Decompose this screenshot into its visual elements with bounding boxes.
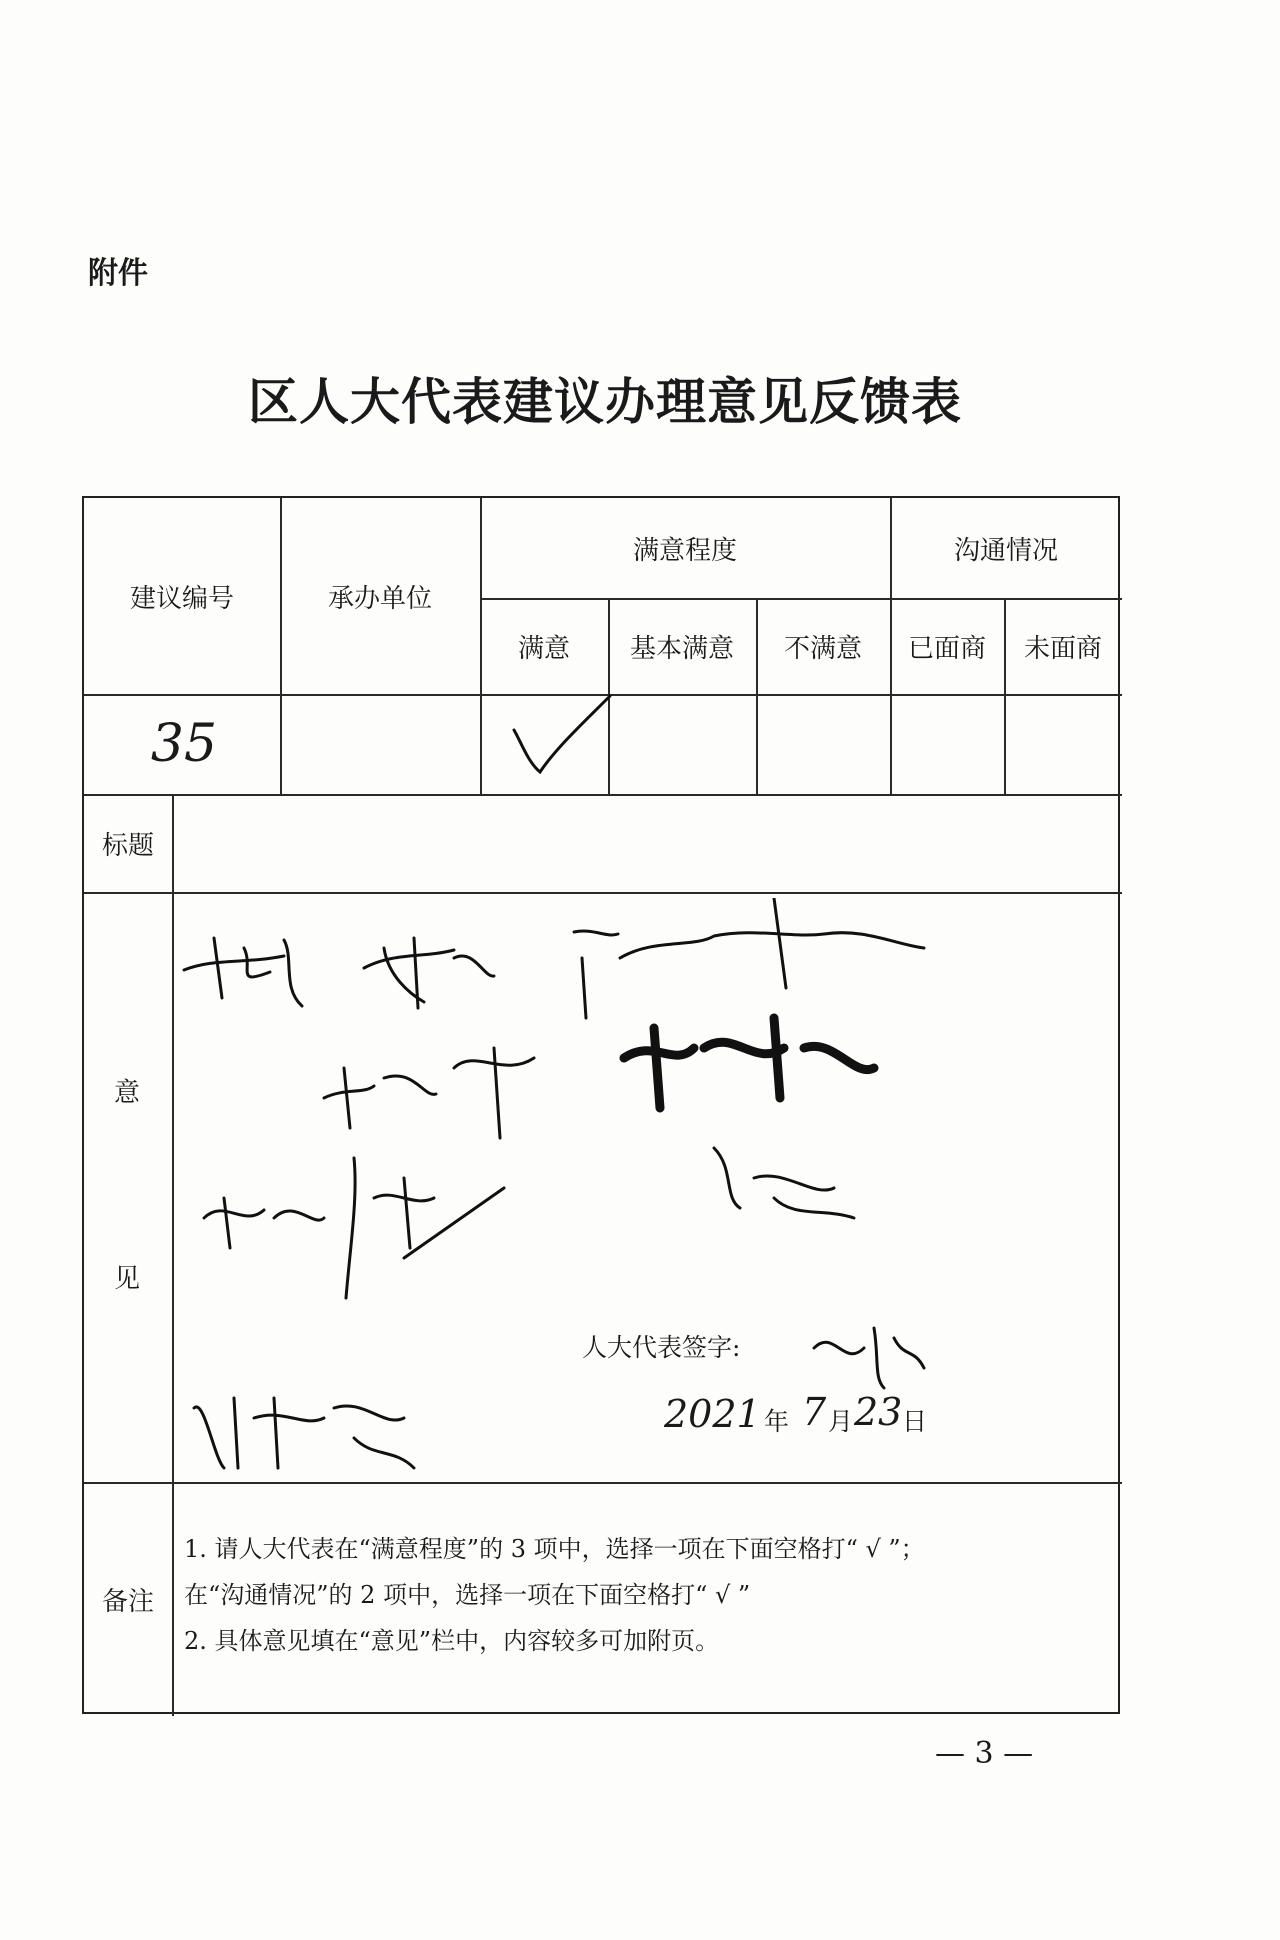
date-day: 23 — [854, 1390, 903, 1434]
date-year-unit: 年 — [764, 1407, 790, 1436]
check-mark-icon — [504, 692, 614, 782]
header-satisfaction: 满意程度 — [632, 535, 737, 566]
divider — [84, 892, 1122, 894]
date-month-unit: 月 — [828, 1407, 854, 1436]
signature-label: 人大代表签字: — [582, 1333, 741, 1362]
row-title-label: 标题 — [101, 830, 154, 861]
feedback-form-table — [82, 496, 1120, 1714]
remarks-line-2: 在“沟通情况”的 2 项中，选择一项在下面空格打“ √ ” — [184, 1581, 751, 1609]
opinion-label-1: 意 — [114, 1078, 141, 1108]
opinion-label-2: 见 — [114, 1264, 141, 1294]
option-not-met: 未面商 — [1023, 633, 1102, 664]
remarks-label: 备注 — [101, 1586, 154, 1617]
annex-label: 附件 — [88, 256, 148, 291]
option-satisfied: 满意 — [517, 633, 570, 664]
handwritten-signatures — [174, 898, 1114, 1488]
page-title: 区人大代表建议办理意见反馈表 — [248, 373, 962, 431]
date-month: 7 — [802, 1390, 827, 1434]
header-handling-unit: 承办单位 — [327, 583, 432, 614]
page-number: — 3 — — [935, 1736, 1034, 1771]
option-met-in-person: 已面商 — [907, 633, 986, 664]
date-day-unit: 日 — [902, 1407, 928, 1436]
proposal-number-value: 35 — [150, 714, 218, 774]
header-communication: 沟通情况 — [953, 535, 1058, 566]
header-proposal-no: 建议编号 — [129, 583, 234, 614]
remarks-line-1: 1. 请人大代表在“满意程度”的 3 项中，选择一项在下面空格打“ √ ”； — [184, 1535, 925, 1563]
remarks-line-3: 2. 具体意见填在“意见”栏中，内容较多可加附页。 — [184, 1627, 720, 1655]
divider — [84, 794, 1122, 796]
option-basically-satisfied: 基本满意 — [629, 633, 734, 664]
date-year: 2021 — [664, 1392, 761, 1436]
option-unsatisfied: 不满意 — [783, 633, 862, 664]
